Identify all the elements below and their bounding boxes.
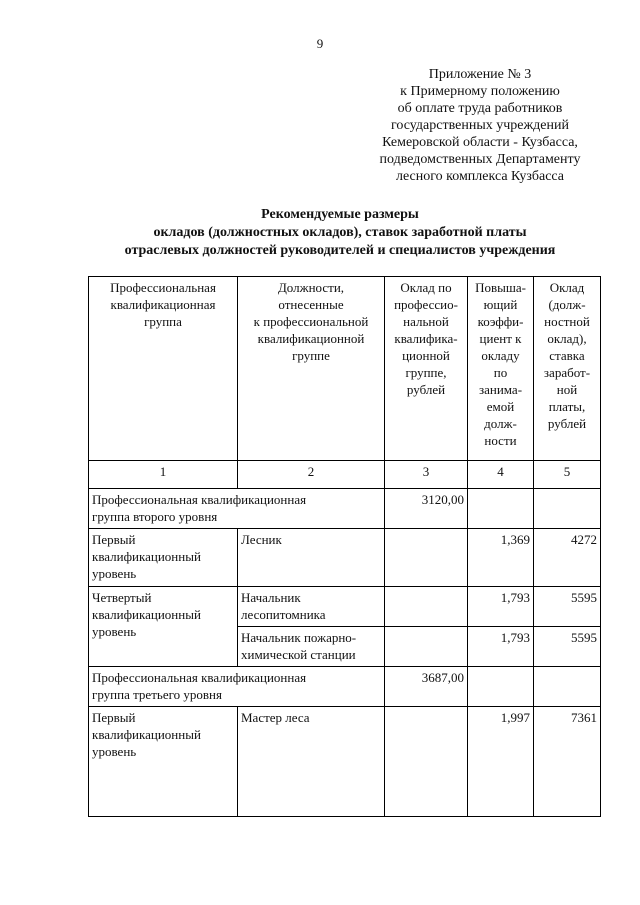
- empty-cell: [385, 529, 468, 587]
- qualification-level: Первый квалификационный уровень: [89, 707, 238, 817]
- column-number: 1: [89, 461, 238, 489]
- position-name: Начальник пожарно- химической станции: [238, 627, 385, 667]
- qualification-level: Первый квалификационный уровень: [89, 529, 238, 587]
- position-salary: 7361: [534, 707, 601, 817]
- group-row: [89, 489, 601, 529]
- position-name: Начальник лесопитомника: [238, 587, 385, 627]
- empty-cell: [468, 667, 534, 707]
- header-group: Профессиональная квалификационная группа: [89, 277, 238, 461]
- position-name: Мастер леса: [238, 707, 385, 817]
- position-name: Лесник: [238, 529, 385, 587]
- position-salary: 5595: [534, 627, 601, 667]
- empty-cell: [385, 627, 468, 667]
- page-number: 9: [316, 36, 324, 51]
- title-line: Рекомендуемые размеры: [261, 207, 419, 222]
- appendix-line: Кемеровской области - Кузбасса,: [382, 135, 578, 150]
- salary-table: [88, 276, 601, 817]
- table-row: [89, 707, 601, 817]
- coefficient: 1,793: [468, 587, 534, 627]
- group-row: [89, 667, 601, 707]
- empty-cell: [468, 489, 534, 529]
- appendix-line: об оплате труда работников: [397, 101, 563, 116]
- group-base-salary: 3120,00: [385, 489, 468, 529]
- empty-cell: [534, 667, 601, 707]
- appendix-line: государственных учреждений: [391, 118, 569, 133]
- table-row: [89, 529, 601, 587]
- empty-cell: [385, 707, 468, 817]
- header-positions: Должности, отнесенные к профессиональной квалификационной группе: [238, 277, 385, 461]
- appendix-line: подведомственных Департаменту: [379, 152, 581, 167]
- column-number: 3: [385, 461, 468, 489]
- coefficient: 1,793: [468, 627, 534, 667]
- column-number: 5: [534, 461, 601, 489]
- appendix-note: [360, 66, 600, 185]
- position-salary: 5595: [534, 587, 601, 627]
- document-title: [70, 206, 610, 260]
- column-number: 2: [238, 461, 385, 489]
- appendix-line: Приложение № 3: [428, 67, 532, 82]
- appendix-line: лесного комплекса Кузбасса: [395, 169, 565, 184]
- qualification-level: Четвертый квалификационный уровень: [89, 587, 238, 667]
- header-coefficient: Повыша- ющий коэффи- циент к окладу по занима- емой долж- ности: [468, 277, 534, 461]
- title-line: окладов (должностных окладов), ставок заработной платы: [153, 225, 527, 240]
- empty-cell: [385, 587, 468, 627]
- position-salary: 4272: [534, 529, 601, 587]
- title-line: отраслевых должностей руководителей и специалистов учреждения: [124, 243, 556, 258]
- group-base-salary: 3687,00: [385, 667, 468, 707]
- column-number-row: [89, 461, 601, 489]
- column-number: 4: [468, 461, 534, 489]
- empty-cell: [534, 489, 601, 529]
- coefficient: 1,369: [468, 529, 534, 587]
- header-base-salary: Оклад по профессио- нальной квалифика- ционной группе, рублей: [385, 277, 468, 461]
- coefficient: 1,997: [468, 707, 534, 817]
- group-title: Профессиональная квалификационная группа второго уровня: [89, 489, 385, 529]
- header-row: [89, 277, 601, 461]
- group-title: Профессиональная квалификационная группа третьего уровня: [89, 667, 385, 707]
- header-position-salary: Оклад (долж- ностной оклад), ставка заработ- ной платы, рублей: [534, 277, 601, 461]
- appendix-line: к Примерному положению: [400, 84, 560, 99]
- table-row: [89, 587, 601, 627]
